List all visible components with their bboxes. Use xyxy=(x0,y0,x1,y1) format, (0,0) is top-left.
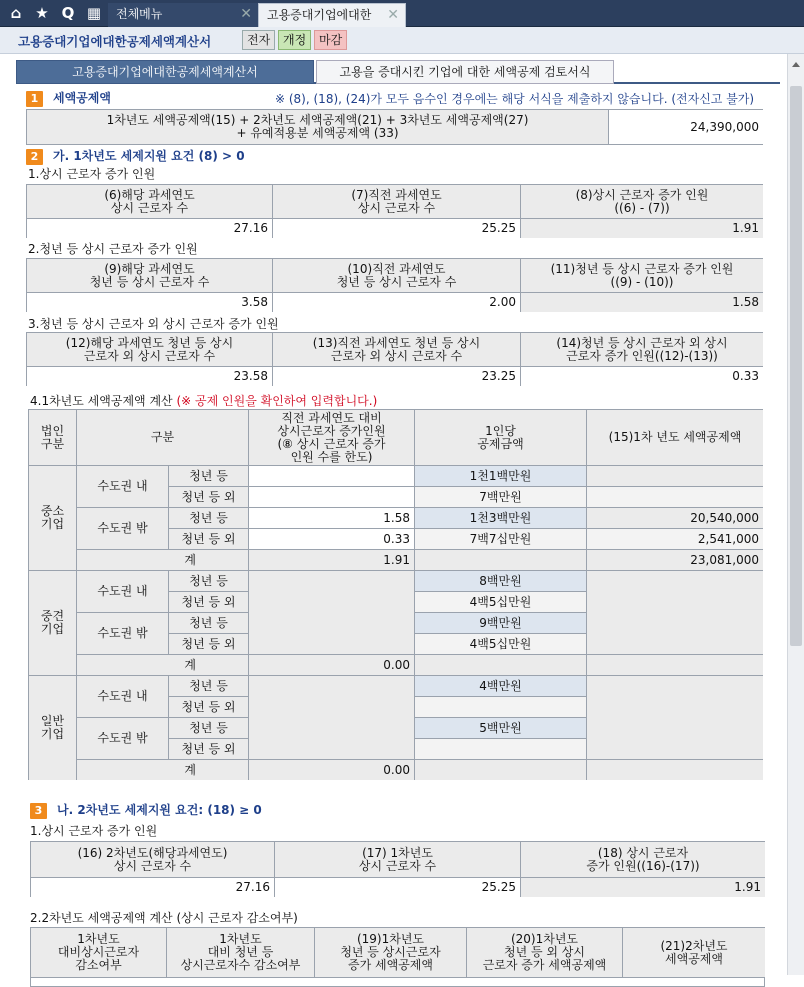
header-cell xyxy=(29,410,77,466)
total-formula-cell xyxy=(27,110,609,145)
total-credit-value: 24,390,000 xyxy=(609,110,763,145)
header-text: 근로자 외 상시 근로자 수 xyxy=(83,348,216,363)
section-number-badge: 1 xyxy=(26,91,43,107)
menu-grid-icon[interactable]: ▦ xyxy=(86,4,102,22)
youth-cell: 청년 등 xyxy=(169,508,249,529)
header-text: 직전 과세연도 대비 xyxy=(281,410,382,425)
form-title: 고용증대기업에대한공제세액계산서 xyxy=(18,34,212,49)
header-text: (16) 2차년도(해당과세연도) xyxy=(77,845,228,860)
header-text: 1인당 xyxy=(485,423,516,438)
electronic-button[interactable]: 전자 xyxy=(242,30,275,50)
header-text: (14)청년 등 상시 근로자 외 상시 xyxy=(556,335,728,350)
star-icon[interactable]: ★ xyxy=(35,4,49,22)
header-text: (7)직전 과세연도 xyxy=(351,187,442,202)
header-text: (10)직전 과세연도 xyxy=(347,261,446,276)
increase-cell-disabled xyxy=(249,571,415,655)
section-1-title xyxy=(26,89,111,107)
metro-out-cell: 수도권 밖 xyxy=(77,718,169,760)
header-text: 상시 근로자 수 xyxy=(113,858,192,873)
home-icon[interactable]: ⌂ xyxy=(10,4,22,22)
increase-input[interactable]: 0.33 xyxy=(249,529,415,550)
sum-tax: 23,081,000 xyxy=(587,550,763,571)
section-3-label: 나. 2차년도 세제지원 요건: (18) ≥ 0 xyxy=(57,803,262,817)
non-youth-cell: 청년 등 외 xyxy=(169,592,249,613)
amount-cell: 8백만원 xyxy=(415,571,587,592)
header-text: (11)청년 등 상시 근로자 증가 인원 xyxy=(550,261,734,276)
youth-worker-increase-table xyxy=(26,258,763,312)
header-text: 증가 인원((16)-(17)) xyxy=(586,858,700,873)
header-cell xyxy=(27,333,273,367)
scroll-thumb[interactable] xyxy=(790,86,802,646)
youth-cell: 청년 등 xyxy=(169,613,249,634)
increase-cell-disabled xyxy=(249,676,415,760)
header-cell xyxy=(275,842,521,878)
sum-increase: 0.00 xyxy=(249,760,415,780)
first-year-credit-table xyxy=(28,409,763,780)
section-2-title xyxy=(26,147,245,165)
header-text: 인원 수를 한도) xyxy=(290,449,373,464)
tab-all-menu-label: 전체메뉴 xyxy=(116,7,163,21)
value-cell: 0.33 xyxy=(521,367,763,386)
header-text: 상시근로자수 감소여부 xyxy=(180,958,301,972)
amount-cell: 9백만원 xyxy=(415,613,587,634)
header-text: 근로자 증가 인원((12)-(13)) xyxy=(566,348,718,363)
header-cell xyxy=(467,928,623,978)
metro-out-cell: 수도권 밖 xyxy=(77,508,169,550)
header-text: (18) 상시 근로자 xyxy=(597,845,689,860)
value-cell[interactable]: 27.16 xyxy=(27,219,273,238)
header-text: 청년 등 상시근로자 xyxy=(340,945,441,959)
row-group-text: 중소 xyxy=(40,504,65,518)
value-cell: 1.91 xyxy=(521,219,763,238)
header-text: 상시근로자 증가인원 xyxy=(277,423,386,438)
submission-note: ※ (8), (18), (24)가 모두 음수인 경우에는 해당 서식을 제출하지 않습니다. (전자신고 불가) xyxy=(275,92,755,106)
tax-cell xyxy=(587,466,763,487)
revision-button[interactable]: 개정 xyxy=(278,30,311,50)
group-4-title: 4.1차년도 세액공제액 계산 xyxy=(30,394,173,408)
amount-cell: 1천3백만원 xyxy=(415,508,587,529)
header-text: 세액공제액 xyxy=(665,951,723,966)
youth-cell: 청년 등 xyxy=(169,718,249,739)
header-text: ((6) - (7)) xyxy=(614,200,670,215)
top-bar xyxy=(0,0,804,27)
regular-worker-increase-table xyxy=(26,184,763,238)
value-cell[interactable]: 3.58 xyxy=(27,293,273,312)
amount-cell: 7백7십만원 xyxy=(415,529,587,550)
row-group-text: 기업 xyxy=(40,622,65,636)
youth-cell: 청년 등 xyxy=(169,466,249,487)
section-1-label: 세액공제액 xyxy=(53,91,111,105)
second-year-credit-table xyxy=(30,927,765,987)
header-text: 상시 근로자 수 xyxy=(110,200,189,215)
header-text: 근로자 외 상시 근로자 수 xyxy=(330,348,463,363)
header-text: (19)1차년도 xyxy=(356,932,425,946)
non-youth-cell: 청년 등 외 xyxy=(169,697,249,718)
header-text: (6)해당 과세연도 xyxy=(104,187,195,202)
mid-label-cell xyxy=(29,571,77,676)
s3-group-2-label: 2.2차년도 세액공제액 계산 (상시 근로자 감소여부) xyxy=(30,911,298,925)
tax-cell xyxy=(587,487,763,508)
form-tabs xyxy=(16,60,780,84)
tax-cell: 2,541,000 xyxy=(587,529,763,550)
metro-in-cell: 수도권 내 xyxy=(77,571,169,613)
close-icon[interactable]: ✕ xyxy=(240,6,252,22)
header-cell xyxy=(623,928,765,978)
sum-amount xyxy=(415,550,587,571)
increase-input[interactable]: 1.58 xyxy=(249,508,415,529)
value-cell[interactable]: 27.16 xyxy=(31,878,275,897)
header-text: 대비 청년 등 xyxy=(207,945,274,959)
header-text: 감소여부 xyxy=(75,958,122,972)
vertical-scrollbar[interactable] xyxy=(787,54,804,975)
header-cell xyxy=(27,259,273,293)
header-text: (⑧ 상시 근로자 증가 xyxy=(277,436,386,451)
tab-active-form[interactable] xyxy=(258,3,406,27)
scroll-up-icon[interactable] xyxy=(792,62,800,67)
sum-increase: 1.91 xyxy=(249,550,415,571)
header-text: 법인 xyxy=(40,423,65,438)
header-text: 대비상시근로자 xyxy=(57,945,140,959)
header-text: (13)직전 과세연도 청년 등 상시 xyxy=(312,335,481,350)
header-cell xyxy=(415,410,587,466)
header-cell: 구분 xyxy=(77,410,249,466)
header-text: (21)2차년도 xyxy=(660,938,728,953)
amount-cell xyxy=(415,739,587,760)
group-1-label: 1.상시 근로자 증가 인원 xyxy=(28,167,156,181)
tax-cell-disabled xyxy=(587,571,763,655)
group-4-label xyxy=(30,392,377,409)
sum-amount xyxy=(415,760,587,780)
value-cell[interactable]: 25.25 xyxy=(275,878,521,897)
sum-label: 계 xyxy=(77,655,249,676)
header-text: (8)상시 근로자 증가 인원 xyxy=(575,187,709,202)
non-youth-cell: 청년 등 외 xyxy=(169,739,249,760)
formula-line-1: 1차년도 세액공제액(15) + 2차년도 세액공제액(21) + 3차년도 세액공제액(27) xyxy=(106,113,529,127)
non-youth-worker-increase-table xyxy=(26,332,763,386)
sum-tax xyxy=(587,655,763,676)
group-3-label: 3.청년 등 상시 근로자 외 상시 근로자 증가 인원 xyxy=(28,317,279,331)
non-youth-cell: 청년 등 외 xyxy=(169,634,249,655)
row-group-text: 중견 xyxy=(40,609,65,623)
formula-line-2: + 유예적용분 세액공제액 (33) xyxy=(236,126,399,140)
row-group-text: 기업 xyxy=(40,727,65,741)
header-text: 1차년도 xyxy=(77,932,120,946)
sum-label: 계 xyxy=(77,550,249,571)
value-cell: 23.58 xyxy=(27,367,273,386)
value-cell: 1.91 xyxy=(521,878,765,897)
section-number-badge: 3 xyxy=(30,803,47,819)
amount-cell: 1천1백만원 xyxy=(415,466,587,487)
amount-cell: 4백5십만원 xyxy=(415,634,587,655)
header-text: 근로자 증가 세액공제액 xyxy=(482,958,607,972)
second-year-increase-table xyxy=(30,841,765,897)
search-icon[interactable]: Q xyxy=(61,4,75,22)
input-warning: (※ 공제 인원을 확인하여 입력합니다.) xyxy=(176,394,378,408)
header-text: (20)1차년도 xyxy=(510,932,579,946)
s3-group-1-label: 1.상시 근로자 증가 인원 xyxy=(30,824,158,838)
header-cell xyxy=(521,333,763,367)
tab-all-menu[interactable] xyxy=(108,3,258,27)
header-cell xyxy=(27,185,273,219)
header-text: (17) 1차년도 xyxy=(362,845,433,860)
non-youth-cell: 청년 등 외 xyxy=(169,487,249,508)
header-text: ((9) - (10)) xyxy=(610,274,674,289)
metro-out-cell: 수도권 밖 xyxy=(77,613,169,655)
header-text: 증가 세액공제액 xyxy=(348,958,433,972)
metro-in-cell: 수도권 내 xyxy=(77,466,169,508)
tax-cell: 20,540,000 xyxy=(587,508,763,529)
header-text: 청년 등 외 상시 xyxy=(504,945,585,959)
value-cell[interactable]: 2.00 xyxy=(273,293,521,312)
header-cell xyxy=(273,259,521,293)
tab-review-form[interactable]: 고용을 증대시킨 기업에 대한 세액공제 검토서식 xyxy=(316,60,614,84)
total-credit-table xyxy=(26,109,763,145)
close-form-button[interactable]: 마감 xyxy=(314,30,347,50)
metro-in-cell: 수도권 내 xyxy=(77,676,169,718)
header-cell xyxy=(273,333,521,367)
amount-cell: 5백만원 xyxy=(415,718,587,739)
header-cell xyxy=(167,928,315,978)
header-text: 청년 등 상시 근로자 수 xyxy=(336,274,457,289)
header-text: (12)해당 과세연도 청년 등 상시 xyxy=(65,335,234,350)
header-cell xyxy=(521,259,763,293)
tab-active-label: 고용증대기업에대한 xyxy=(267,8,372,22)
value-cell: 1.58 xyxy=(521,293,763,312)
header-text: (9)해당 과세연도 xyxy=(104,261,195,276)
tab-calculation[interactable]: 고용증대기업에대한공제세액계산서 xyxy=(16,60,314,84)
sum-tax xyxy=(587,760,763,780)
header-text: 공제금액 xyxy=(477,436,524,451)
header-text: 구분 xyxy=(40,436,65,451)
value-cell: 23.25 xyxy=(273,367,521,386)
header-cell xyxy=(521,185,763,219)
header-cell xyxy=(249,410,415,466)
section-3-title xyxy=(30,801,262,819)
group-2-label: 2.청년 등 상시 근로자 증가 인원 xyxy=(28,242,198,256)
increase-input[interactable] xyxy=(249,466,415,487)
tax-cell-disabled xyxy=(587,676,763,760)
header-cell xyxy=(273,185,521,219)
row-group-text: 기업 xyxy=(40,517,65,531)
amount-cell: 7백만원 xyxy=(415,487,587,508)
value-cell[interactable]: 25.25 xyxy=(273,219,521,238)
general-label-cell xyxy=(29,676,77,780)
section-2-label: 가. 1차년도 세제지원 요건 (8) > 0 xyxy=(53,149,245,163)
amount-cell: 4백5십만원 xyxy=(415,592,587,613)
header-cell xyxy=(31,842,275,878)
youth-cell: 청년 등 xyxy=(169,676,249,697)
youth-cell: 청년 등 xyxy=(169,571,249,592)
header-text: 상시 근로자 수 xyxy=(357,200,436,215)
sme-label-cell xyxy=(29,466,77,571)
sum-increase: 0.00 xyxy=(249,655,415,676)
header-cell xyxy=(315,928,467,978)
sum-label: 계 xyxy=(77,760,249,780)
header-cell xyxy=(521,842,765,878)
increase-input[interactable] xyxy=(249,487,415,508)
non-youth-cell: 청년 등 외 xyxy=(169,529,249,550)
header-text: 상시 근로자 수 xyxy=(358,858,437,873)
header-cell: (15)1차 년도 세액공제액 xyxy=(587,410,763,466)
amount-cell: 4백만원 xyxy=(415,676,587,697)
form-header-bar xyxy=(0,27,804,54)
header-cell xyxy=(31,928,167,978)
header-text: 1차년도 xyxy=(219,932,262,946)
sum-amount xyxy=(415,655,587,676)
header-text: 청년 등 상시 근로자 수 xyxy=(89,274,210,289)
row-group-text: 일반 xyxy=(40,714,65,728)
amount-cell xyxy=(415,697,587,718)
close-icon[interactable]: ✕ xyxy=(387,7,399,23)
section-number-badge: 2 xyxy=(26,149,43,165)
